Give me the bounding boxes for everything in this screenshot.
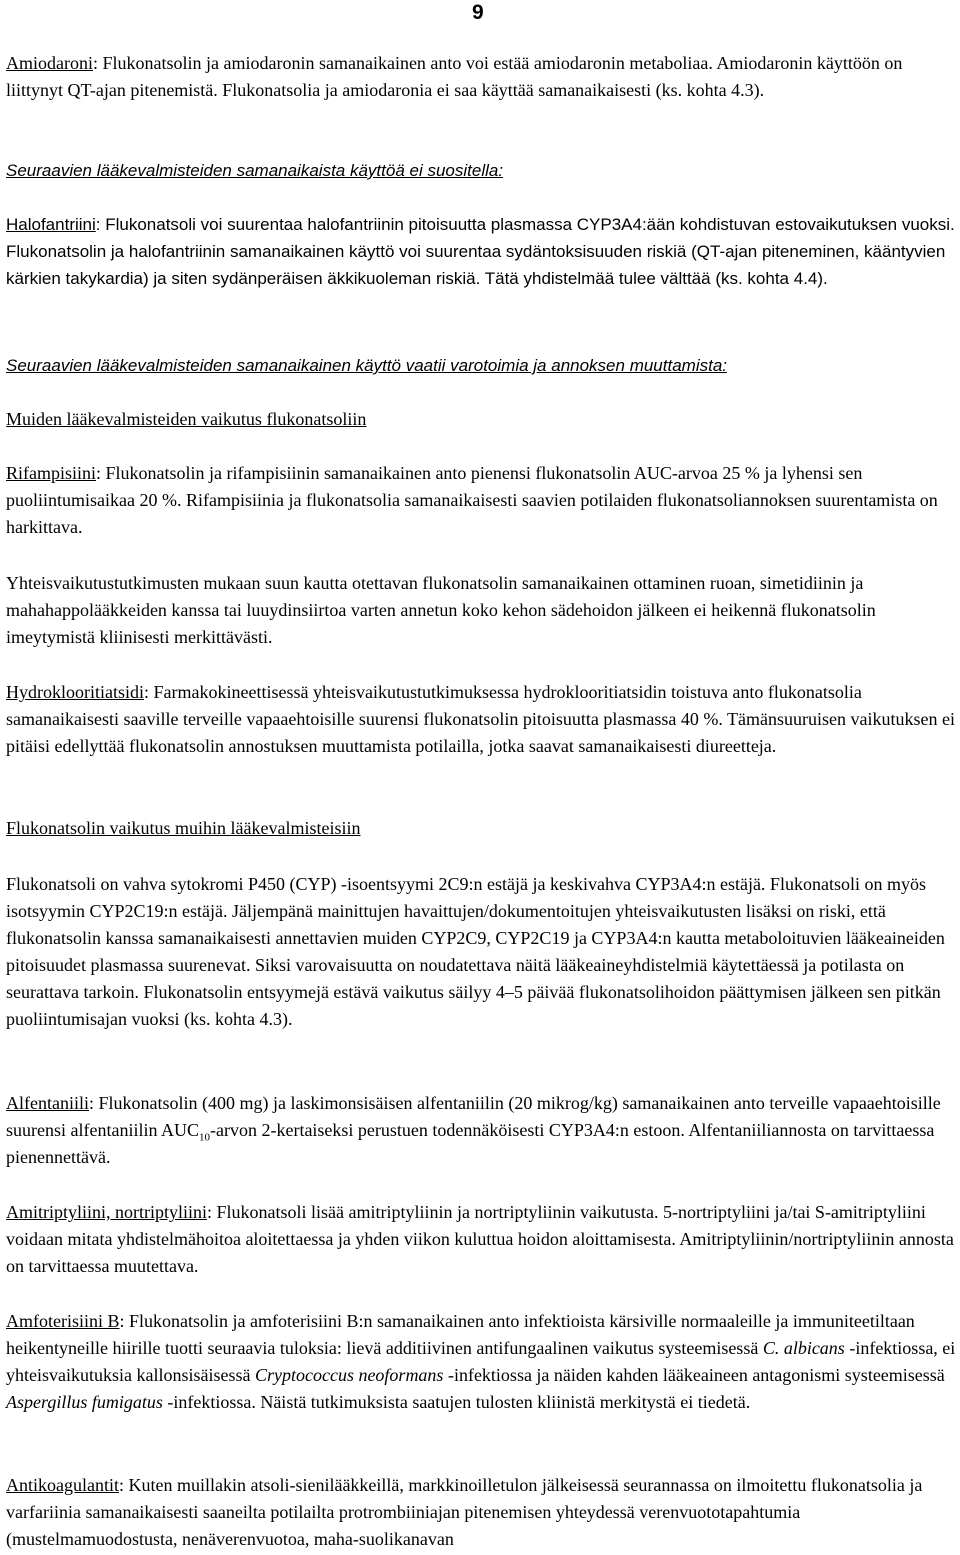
- paragraph-alfentanil: [6, 1090, 958, 1171]
- text-amphotericin-d: -infektiossa. Näistä tutkimuksista saatujen tulosten kliinistä merkitystä ei tiedetä.: [162, 1392, 751, 1412]
- species-cryptococcus: Cryptococcus neoformans: [254, 1365, 444, 1385]
- paragraph-cyp-inhibition: Flukonatsoli on vahva sytokromi P450 (CYP) -isoentsyymi 2C9:n estäjä ja keskivahva CYP3A4:n estäjä. Flukonatsoli on myös isotsyymin CYP2C19:n estäjä. Jäljempänä mainittujen havaittujen/dokumentoitujen yhteisvaikutusten lisäksi on riski, että flukonatsolin kanssa samanaikaisesti annettavien muiden CYP2C9, CYP2C19 ja CYP3A4:n kautta metaboloituvien lääkeaineiden pitoisuudet plasmassa suurenevat. Siksi varovaisuutta on noudatettava näitä lääkeaineyhdistelmiä käytettäessä ja potilasta on seurattava tarkoin. Flukonatsolin entsyymejä estävä vaikutus säilyy 4–5 päivää flukonatsolihoidon päättymisen jälkeen sen pitkän puoliintumisajan vuoksi (ks. kohta 4.3).: [6, 874, 945, 1029]
- text-amphotericin-c: -infektiossa ja näiden kahden lääkeaineen antagonismi systeemisessä: [443, 1365, 945, 1385]
- species-c-albicans: C. albicans: [762, 1338, 845, 1358]
- paragraph-halofantrine: [6, 211, 958, 292]
- heading-caution: Seuraavien lääkevalmisteiden samanaikainen käyttö vaatii varotoimia ja annoksen muuttamista:: [6, 356, 727, 375]
- paragraph-hydrochlorothiazide: [6, 679, 958, 760]
- text-anticoagulants: : Kuten muillakin atsoli-sienilääkkeillä, markkinoilletulon jälkeisessä seurannassa on ilmoitettu flukonatsolia ja varfariinia samanaikaisesti saaneilta potilailta protrombiiniajan pitenemisen yhteydessä verenvuototapahtumia (mustelmamuodostusta, nenäverenvuotoa, maha-suolikanavan: [6, 1475, 923, 1549]
- text-alfentanil-b: -arvon 2-kertaiseksi perustuen todennäköisesti CYP3A4:n estoon. Alfentaniiliannosta on tarvittaessa pienennettävä.: [6, 1120, 935, 1167]
- paragraph-amphotericin: [6, 1308, 958, 1416]
- paragraph-anticoagulants: [6, 1472, 958, 1553]
- term-halofantrine: Halofantriini: [6, 215, 96, 234]
- heading-effect-on-fluconazole: Muiden lääkevalmisteiden vaikutus flukonatsoliin: [6, 409, 367, 429]
- text-amitriptyline: : Flukonatsoli lisää amitriptyliinin ja nortriptyliinin vaikutusta. 5-nortriptyliini ja/tai S-amitriptyliini voidaan mitata yhdistelmähoitoa aloitettaessa ja yhden viikon kuluttua hoidon aloittamisesta. Amitriptyliinin/nortriptyliinin annosta on tarvittaessa muutettava.: [6, 1202, 954, 1276]
- heading-not-recommended: Seuraavien lääkevalmisteiden samanaikaista käyttöä ei suositella:: [6, 161, 504, 180]
- paragraph-amiodarone: [6, 50, 958, 104]
- term-rifampicin: Rifampisiini: [6, 463, 96, 483]
- text-amphotericin-a: : Flukonatsolin ja amfoterisiini B:n samanaikainen anto infektioista kärsiville normaaleille ja immuniteetiltaan heikentyneille hiirille tuotti seuraavia tuloksia: lievä additiivinen antifungaalinen vaikutus systeemisessä: [6, 1311, 915, 1358]
- paragraph-amitriptyline: [6, 1199, 958, 1280]
- term-amiodarone: Amiodaroni: [6, 53, 93, 73]
- term-hydrochlorothiazide: Hydroklooritiatsidi: [6, 682, 144, 702]
- text-rifampicin: : Flukonatsolin ja rifampisiinin samanaikainen anto pienensi flukonatsolin AUC-arvoa 25 % ja lyhensi sen puoliintumisaikaa 20 %. Rifampisiinia ja flukonatsolia samanaikaisesti saavien potilaiden flukonatsoliannoksen suurentamista on harkittava.: [6, 463, 938, 537]
- term-amphotericin: Amfoterisiini B: [6, 1311, 120, 1331]
- text-amphotericin-b: -infektiossa, ei yhteisvaikutuksia kallonsisäisessä: [6, 1338, 956, 1385]
- term-anticoagulants: Antikoagulantit: [6, 1475, 119, 1495]
- paragraph-rifampicin: [6, 460, 958, 541]
- auc-subscript: 10: [198, 1131, 210, 1144]
- text-amiodarone: : Flukonatsolin ja amiodaronin samanaikainen anto voi estää amiodaronin metaboliaa. Amiodaronin käyttöön on liittynyt QT-ajan pitenemistä. Flukonatsolia ja amiodaronia ei saa käyttää samanaikaisesti (ks. kohta 4.3).: [6, 53, 903, 100]
- species-aspergillus: Aspergillus fumigatus: [6, 1392, 163, 1412]
- text-alfentanil-a: : Flukonatsolin (400 mg) ja laskimonsisäisen alfentaniilin (20 mikrog/kg) samanaikainen anto terveille vapaaehtoisille suurensi alfentaniilin AUC: [6, 1093, 941, 1140]
- heading-effect-on-others: Flukonatsolin vaikutus muihin lääkevalmisteisiin: [6, 818, 361, 838]
- text-halofantrine: : Flukonatsoli voi suurentaa halofantriinin pitoisuutta plasmassa CYP3A4:ään kohdistuvan estovaikutuksen vuoksi. Flukonatsolin ja halofantriinin samanaikainen käyttö voi suurentaa sydäntoksisuuden riskiä (QT-ajan piteneminen, kääntyvien kärkien takykardia) ja siten sydänperäisen äkkikuoleman riskiä. Tätä yhdistelmää tulee välttää (ks. kohta 4.4).: [6, 215, 955, 288]
- text-hydrochlorothiazide: : Farmakokineettisessä yhteisvaikutustutkimuksessa hydroklooritiatsidin toistuva anto flukonatsolia samanaikaisesti saaville terveille vapaaehtoisille suurensi flukonatsolin pitoisuutta plasmassa 40 %. Tämänsuuruisen vaikutuksen ei pitäisi edellyttää flukonatsolin annostuksen muuttamista potilailla, jotka saavat samanaikaisesti diureetteja.: [6, 682, 955, 756]
- term-amitriptyline: Amitriptyliini, nortriptyliini: [6, 1202, 207, 1222]
- term-alfentanil: Alfentaniili: [6, 1093, 89, 1113]
- paragraph-food-interactions: Yhteisvaikutustutkimusten mukaan suun kautta otettavan flukonatsolin samanaikainen ottaminen ruoan, simetidiinin ja mahahappolääkkeiden kanssa tai luuydinsiirtoa varten annetun koko kehon sädehoidon jälkeen ei heikennä flukonatsolin imeytymistä kliinisesti merkittävästi.: [6, 573, 876, 647]
- page-number: 9: [472, 1, 484, 24]
